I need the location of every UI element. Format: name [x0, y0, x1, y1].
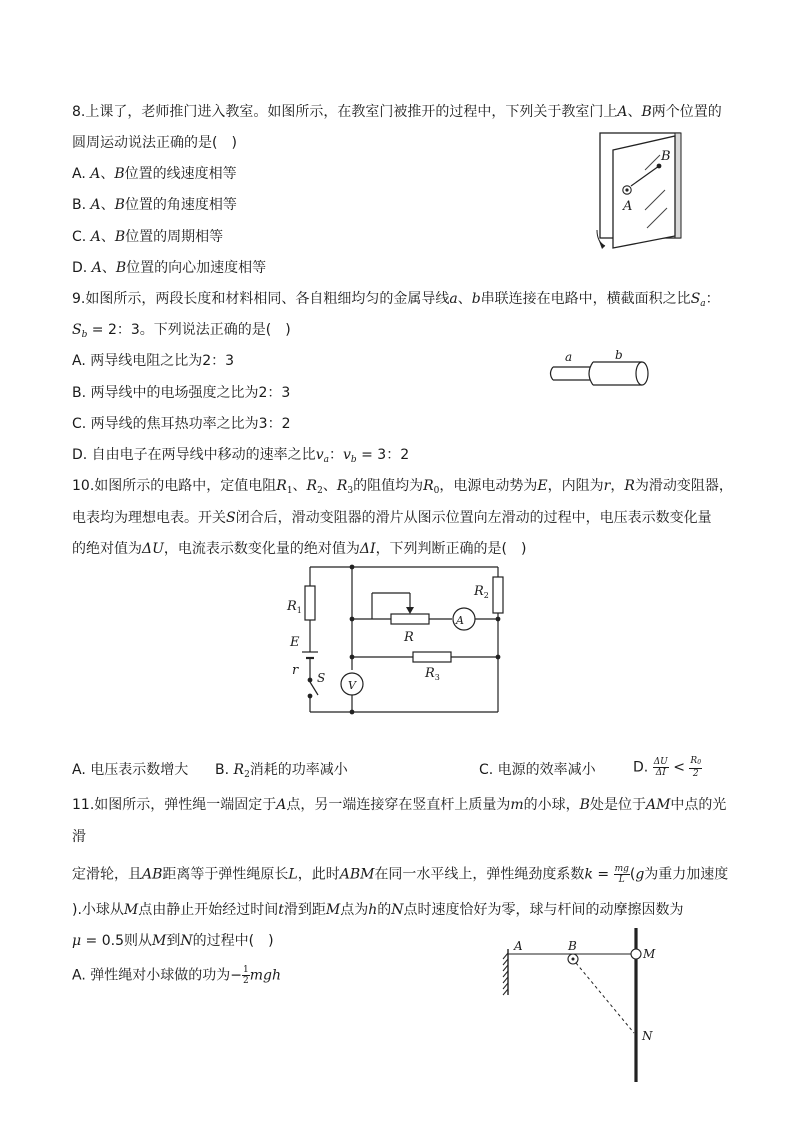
q11-stem-line3: 定滑轮，且AB距离等于弹性绳原长L，此时ABM在同一水平线上，弹性绳劲度系数k = $\frac{mg}{L}$ (g为重力加速度 — [72, 864, 729, 885]
q11-figure — [498, 925, 678, 1090]
q11-option-a[interactable]: A. 弹性绳对小球做的功为− $\frac{1}{2}$ mgh — [72, 965, 281, 986]
q9-stem-line1: 9.如图所示，两段长度和材料相同、各自粗细均匀的金属导线a、b串联连接在电路中，横截面积之比$S_a$： — [72, 291, 720, 309]
q10-option-b[interactable]: B. $R_2$消耗的功率减小 — [215, 762, 348, 780]
q9-option-c[interactable]: C. 两导线的焦耳热功率之比为3：2 — [72, 416, 291, 432]
q8-option-b[interactable]: B. A、B位置的角速度相等 — [72, 197, 237, 213]
q10-circuit-figure — [280, 560, 515, 720]
q11-label-b: B — [568, 939, 577, 953]
q9-option-a[interactable]: A. 两导线电阻之比为2：3 — [72, 353, 235, 369]
q10-option-c[interactable]: C. 电源的效率减小 — [479, 762, 596, 778]
q11-stem-line5: μ = 0.5则从M到N的过程中( ) — [72, 933, 274, 949]
q10-label-r: R — [404, 630, 414, 645]
q8-stem-line2: 圆周运动说法正确的是( ) — [72, 135, 237, 151]
q9-stem-line2: $S_b = 2$：3。下列说法正确的是( ) — [72, 322, 291, 340]
q10-label-r3: $R_3$ — [425, 666, 440, 682]
q9-wire-figure — [545, 345, 655, 390]
q9-option-b[interactable]: B. 两导线中的电场强度之比为2：3 — [72, 385, 291, 401]
q10-label-r2: $R_2$ — [474, 584, 489, 600]
q10-label-s: S — [317, 671, 326, 685]
q8-stem-line1: 8.上课了，老师推门进入教室。如图所示，在教室门被推开的过程中，下列关于教室门上A、B两个位置的 — [72, 104, 722, 120]
q10-label-r1: $R_1$ — [287, 599, 302, 615]
q11-label-m: M — [643, 947, 656, 961]
q9-label-b: b — [615, 348, 623, 362]
ammeter-icon: A — [456, 614, 464, 627]
q10-option-a[interactable]: A. 电压表示数增大 — [72, 762, 189, 778]
q11-stem-line2: 滑 — [72, 829, 86, 845]
q9-option-d[interactable]: D. 自由电子在两导线中移动的速率之比$v_a$：$v_b = 3$：2 — [72, 447, 410, 465]
voltmeter-icon: V — [348, 679, 356, 692]
q8-option-a[interactable]: A. A、B位置的线速度相等 — [72, 166, 237, 182]
q11-stem-line1: 11.如图所示，弹性绳一端固定于A点，另一端连接穿在竖直杆上质量为m的小球，B处是位于AM中点的光 — [72, 797, 727, 813]
q11-stem-line4: ).小球从M点由静止开始经过时间t滑到距M点为h的N点时速度恰好为零，球与杆间的动摩擦因数为 — [72, 902, 684, 918]
q10-label-r-small: r — [292, 663, 299, 678]
q9-label-a: a — [565, 350, 573, 364]
q11-label-a: A — [514, 939, 523, 953]
q8-door-figure — [585, 130, 695, 255]
q8-option-c[interactable]: C. A、B位置的周期相等 — [72, 229, 224, 245]
q8-label-a: A — [623, 199, 633, 214]
q10-stem-line2: 电表均为理想电表。开关S闭合后，滑动变阻器的滑片从图示位置向左滑动的过程中，电压表示数变化量 — [72, 510, 712, 526]
q10-stem-line3: 的绝对值为ΔU，电流表示数变化量的绝对值为ΔI，下列判断正确的是( ) — [72, 541, 527, 557]
q10-label-e: E — [290, 635, 300, 650]
q11-label-n: N — [642, 1029, 653, 1043]
q8-option-d[interactable]: D. A、B位置的向心加速度相等 — [72, 260, 267, 276]
q10-option-d[interactable]: D. $\frac{\Delta U}{\Delta I}$ < $\frac{R_0}{2}$ — [633, 756, 702, 779]
q10-stem-line1: 10.如图所示的电路中，定值电阻$R_1$、$R_2$、$R_3$的阻值均为$R_0$，电源电动势为E，内阻为r，R为滑动变阻器， — [72, 478, 733, 496]
q8-label-b: B — [661, 149, 671, 164]
